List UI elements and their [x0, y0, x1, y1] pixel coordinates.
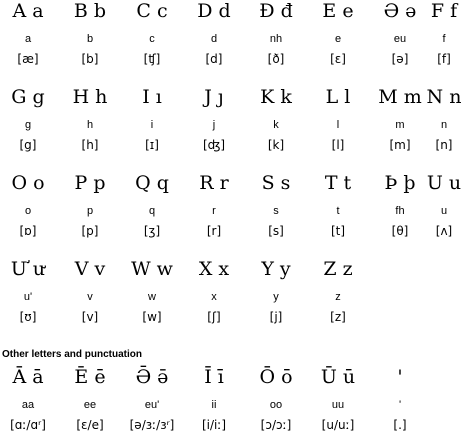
letter-name: l — [336, 119, 340, 131]
letter-name: m — [395, 119, 405, 131]
letter-name: v — [87, 291, 93, 303]
ipa-transcription: [w] — [142, 310, 162, 324]
letter-glyph: Ū ū — [320, 366, 356, 388]
letter-name: k — [273, 119, 279, 131]
letter-glyph: B b — [73, 0, 107, 22]
letter-name: t — [336, 205, 340, 217]
letter-glyph: Ə ə — [383, 0, 417, 22]
letter-glyph: F f — [430, 0, 458, 22]
letter-name: ' — [398, 399, 402, 411]
letter-name: i — [150, 119, 154, 131]
letter-name: s — [273, 205, 279, 217]
letter-name: fh — [395, 205, 405, 217]
ipa-transcription: [z] — [330, 310, 346, 324]
letter-glyph: Đ đ — [259, 0, 293, 22]
ipa-transcription: [k] — [267, 138, 285, 152]
letter-name: x — [211, 291, 217, 303]
ipa-transcription: [i/iː] — [201, 418, 227, 432]
ipa-transcription: [ɑː/ɑʳ] — [10, 418, 46, 432]
letter-name: ee — [83, 399, 97, 411]
letter-name: w — [148, 291, 156, 303]
ipa-transcription: [p] — [81, 224, 99, 238]
letter-name: uu — [331, 399, 345, 411]
letter-name: u — [440, 205, 448, 217]
ipa-transcription: [u/uː] — [321, 418, 355, 432]
letter-glyph: U u — [426, 172, 462, 194]
letter-glyph: G g — [11, 86, 45, 108]
letter-name: g — [24, 119, 32, 131]
letter-glyph: Ā ā — [12, 366, 44, 388]
letter-name: z — [335, 291, 341, 303]
ipa-transcription: [ɛ/e] — [76, 418, 104, 432]
ipa-transcription: [ɒ] — [19, 224, 37, 238]
ipa-transcription: [h] — [81, 138, 99, 152]
letter-name: oo — [269, 399, 283, 411]
ipa-transcription: [ʒ] — [143, 224, 161, 238]
letter-name: y — [273, 291, 279, 303]
ipa-transcription: [g] — [19, 138, 37, 152]
letter-glyph: Ī ī — [204, 366, 224, 388]
ipa-transcription: [d] — [205, 52, 223, 66]
ipa-transcription: [ʃ] — [207, 310, 221, 324]
letter-name: p — [86, 205, 94, 217]
letter-glyph: L l — [325, 86, 351, 108]
letter-glyph: O o — [11, 172, 45, 194]
letter-name: d — [210, 33, 218, 45]
ipa-transcription: [m] — [389, 138, 411, 152]
letter-glyph: Y y — [261, 258, 291, 280]
letter-glyph: R r — [199, 172, 229, 194]
letter-name: e — [334, 33, 342, 45]
ipa-transcription: [s] — [268, 224, 284, 238]
section-heading: Other letters and punctuation — [2, 349, 143, 360]
ipa-transcription: [t] — [330, 224, 346, 238]
letter-glyph: K k — [260, 86, 292, 108]
letter-name: b — [86, 33, 94, 45]
letter-name: q — [148, 205, 156, 217]
ipa-transcription: [l] — [331, 138, 345, 152]
letter-glyph: A a — [12, 0, 44, 22]
letter-glyph: Ē ē — [74, 366, 106, 388]
ipa-transcription: [r] — [206, 224, 222, 238]
ipa-transcription: [ə/ɜː/ɜʳ] — [129, 418, 175, 432]
letter-glyph: C c — [136, 0, 168, 22]
ipa-transcription: [.] — [393, 418, 407, 432]
ipa-transcription: [b] — [81, 52, 99, 66]
letter-name: n — [440, 119, 448, 131]
letter-glyph: Þ þ — [384, 172, 416, 194]
letter-glyph: V v — [74, 258, 106, 280]
letter-glyph: ' — [397, 366, 403, 388]
letter-glyph: Z z — [323, 258, 353, 280]
letter-glyph: Q q — [135, 172, 169, 194]
ipa-transcription: [ɛ] — [330, 52, 346, 66]
letter-name: f — [442, 33, 446, 45]
letter-name: aa — [21, 399, 35, 411]
letter-name: eu — [393, 33, 407, 45]
letter-glyph: J ȷ — [204, 86, 224, 108]
letter-name: j — [212, 119, 216, 131]
ipa-transcription: [æ] — [17, 52, 39, 66]
letter-name: o — [24, 205, 32, 217]
letter-glyph: Ō ō — [259, 366, 293, 388]
letter-name: eu' — [144, 399, 160, 411]
ipa-transcription: [f] — [437, 52, 451, 66]
letter-name: c — [149, 33, 155, 45]
letter-name: h — [86, 119, 94, 131]
ipa-transcription: [ʧ] — [143, 52, 161, 66]
letter-name: u' — [23, 291, 33, 303]
letter-glyph: Ư ư — [10, 258, 46, 280]
ipa-transcription: [ʤ] — [202, 138, 226, 152]
letter-glyph: N n — [426, 86, 462, 108]
letter-glyph: D d — [197, 0, 231, 22]
letter-glyph: H h — [72, 86, 108, 108]
ipa-transcription: [ɪ] — [145, 138, 159, 152]
letter-glyph: W w — [131, 258, 173, 280]
letter-glyph: X x — [198, 258, 230, 280]
letter-glyph: I ı — [142, 86, 162, 108]
ipa-transcription: [ɔ/ɔː] — [260, 418, 292, 432]
ipa-transcription: [v] — [81, 310, 99, 324]
ipa-transcription: [ə] — [391, 52, 409, 66]
letter-name: r — [212, 205, 216, 217]
ipa-transcription: [j] — [269, 310, 283, 324]
ipa-transcription: [θ] — [391, 224, 409, 238]
ipa-transcription: [ð] — [267, 52, 285, 66]
letter-name: nh — [269, 33, 283, 45]
ipa-transcription: [n] — [435, 138, 453, 152]
ipa-transcription: [ʊ] — [19, 310, 37, 324]
letter-name: ii — [211, 399, 217, 411]
letter-glyph: Ə̄ ə̄ — [135, 366, 169, 388]
letter-glyph: P p — [74, 172, 106, 194]
letter-glyph: E e — [322, 0, 354, 22]
letter-name: a — [24, 33, 32, 45]
letter-glyph: M m — [378, 86, 422, 108]
ipa-transcription: [ʌ] — [435, 224, 453, 238]
letter-glyph: T t — [324, 172, 352, 194]
letter-glyph: S s — [261, 172, 291, 194]
